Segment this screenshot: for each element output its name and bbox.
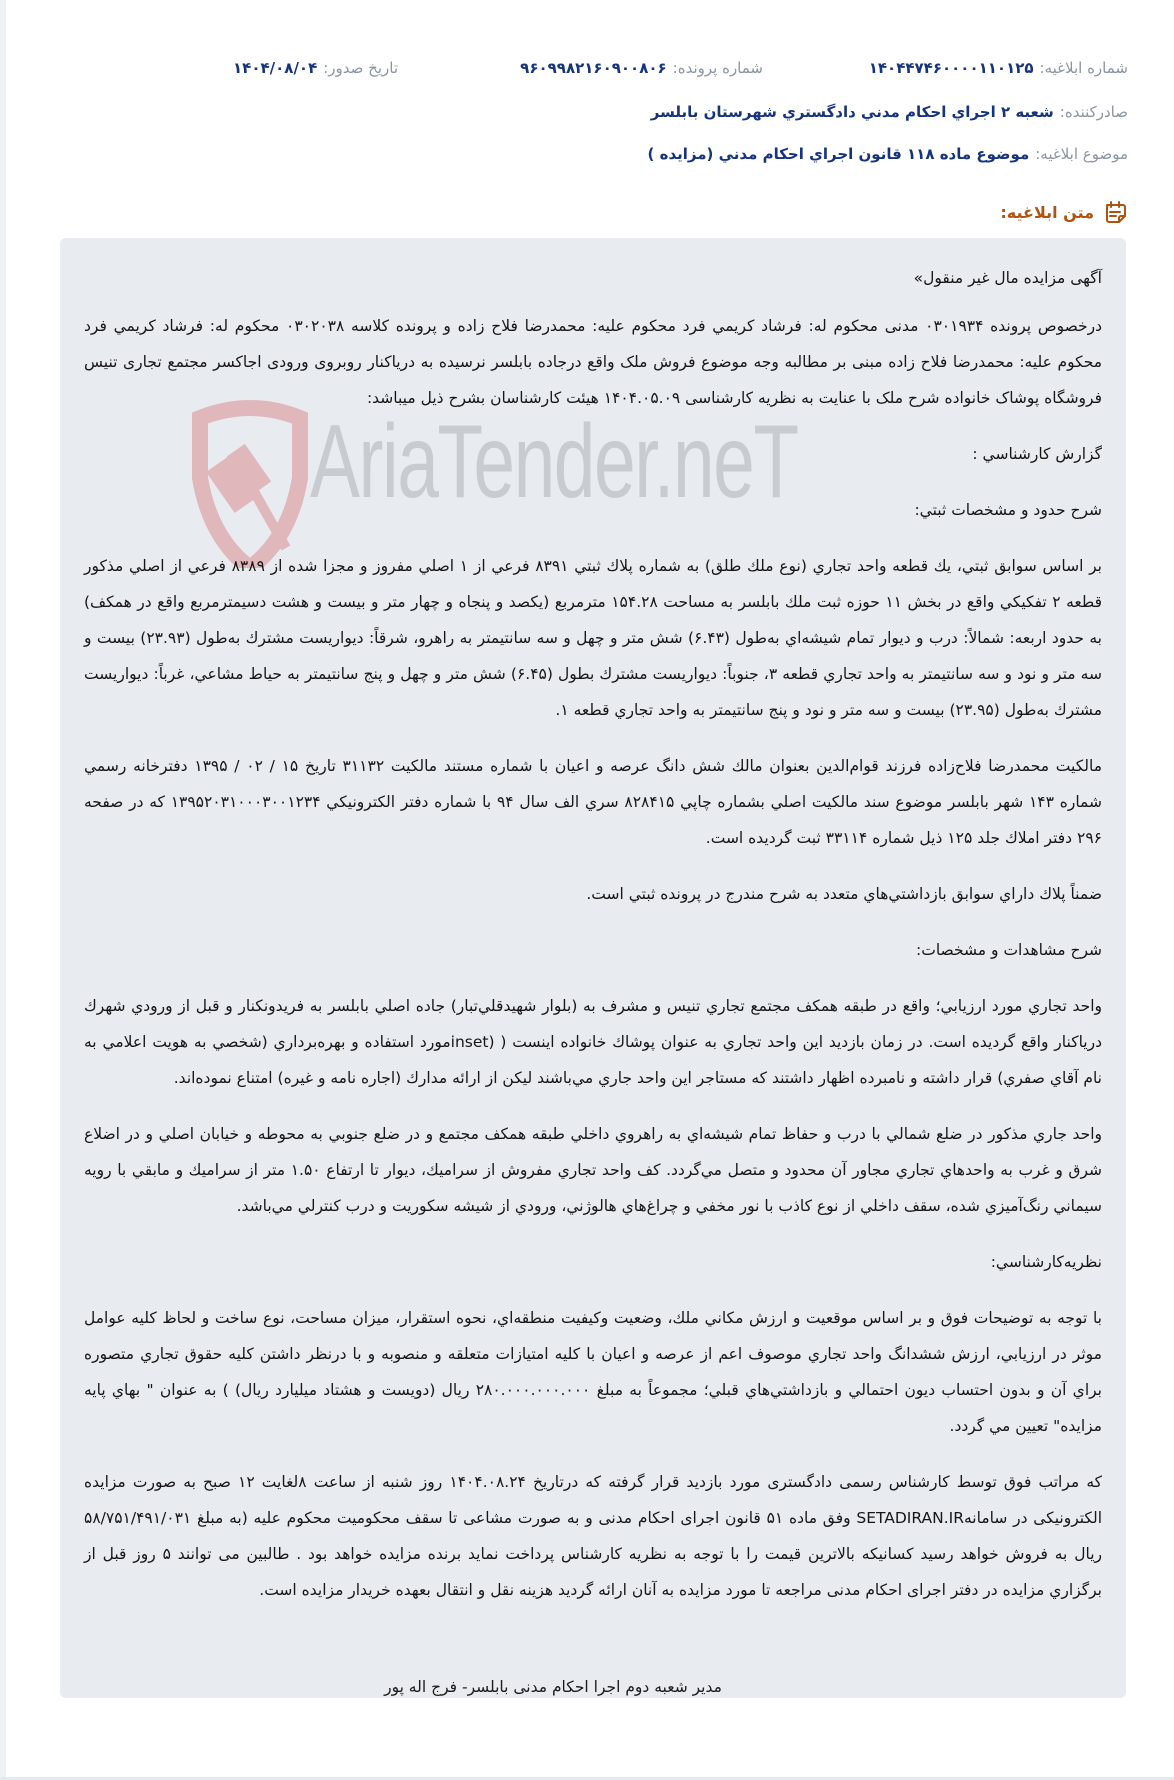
body-heading-expert-report: گزارش کارشناسي : [972, 445, 1102, 463]
notice-number [869, 59, 1128, 77]
meta-row-subject [40, 140, 1128, 168]
subject-value: موضوع ماده ۱۱۸ قانون اجراي احکام مدني (مزايده ) [647, 145, 1030, 163]
body-heading-expert-opinion: نظريه‌كارشناسي: [990, 1253, 1102, 1271]
notice-text-title: متن ابلاغیه: [1000, 202, 1094, 222]
watermark-text: AriaTender.neT [310, 404, 798, 520]
note-icon [1102, 199, 1128, 225]
body-paragraph-auction-terms: که مراتب فوق توسط کارشناس رسمی دادگستری مورد بازدید قرار گرفته که درتاریخ ۱۴۰۴.۰۸.۲۴ روز شنبه از ساعت ۸لغایت ۱۲ صبح به صورت مزایده الکترونیکی در سامانهSETADIRAN.IR وفق ماده ۵۱ قانون اجرای احکام مدنی و به صورت مشاعی تا سقف محکومیت محکوم علیه (به مبلغ ۵۸/۷۵۱/۴۹۱/۰۳۱ ریال به فروش خواهد رسید کسانیکه بالاترین قیمت را با توجه به نظریه کارشناس پرداخت نماید برنده مزایده خواهد بود . طالبین می توانند ۵ روز قبل از برگزاري مزايده در دفتر اجرای احکام مدنی مراجعه تا مورد مزایده به آنان ارائه گردید هزینه نقل و انتقال بعهده خریدار مزایده است. [84, 1473, 1103, 1599]
file-number-label: شماره پرونده: [672, 59, 763, 77]
issue-date-value: ۱۴۰۴/۰۸/۰۴ [233, 59, 318, 77]
body-paragraph-seizures: ضمناً پلاك داراي سوابق بازداشتي‌هاي متعدد به شرح مندرج در پرونده ثبتي است. [586, 885, 1102, 903]
body-paragraph-valuation: با توجه به توضيحات فوق و بر اساس موقعيت و ارزش مكاني ملك، وضعيت وكيفيت منطقه‌اي، نحوه استقرار، ميزان مساحت، نوع ساخت و لحاظ كليه عوامل موثر در ارزيابي، ارزش ششدانگ واحد تجاري موصوف اعم از عرصه و اعيان با كليه امتيازات متعلقه و منصوبه و با درنظر داشتن كليه حقوق تجاري متصوره براي آن و بدون احتساب ديون احتمالي و بازداشتي‌هاي قبلي؛ مجموعاً به مبلغ ۲۸۰.۰۰۰.۰۰۰.۰۰۰ ريال (دويست و هشتاد ميليارد ريال) ) به عنوان " بهاي پايه مزايده" تعيين مي گردد. [84, 1309, 1102, 1435]
body-paragraph-ownership: مالكيت محمدرضا فلاح‌زاده فرزند قوام‌الدين بعنوان مالك شش دانگ عرصه و اعيان با شماره مستند مالكيت ۳۱۱۳۲ تاريخ ۱۵ / ۰۲ / ۱۳۹۵ دفترخانه رسمي شماره ۱۴۳ شهر بابلسر موضوع سند مالكيت اصلي بشماره چاپي ۸۲۸۴۱۵ سري الف سال ۹۴ با شماره دفتر الكترونيكي ۱۳۹۵۲۰۳۱۰۰۰۳۰۰۱۲۳۴ كه در صفحه ۲۹۶ دفتر املاك جلد ۱۲۵ ذيل شماره ۳۳۱۱۴ ثبت گرديده است. [84, 757, 1103, 847]
signature [60, 1678, 1126, 1696]
body-paragraph-intro: درخصوص پرونده ۰۳۰۱۹۳۴ مدنی محکوم له: فرشاد کريمي فرد محکوم عليه: محمدرضا فلاح زاده و پرونده کلاسه ۰۳۰۲۰۳۸ محکوم له: فرشاد کريمي فرد محکوم عليه: محمدرضا فلاح زاده مبنی بر مطالبه وجه موضوع فروش ملک واقع درجاده بابلسر نرسیده به دریاکنار روبروی ورودی اجاکسر مجتمع تجاری تنیس فروشگاه پوشاک خانواده شرح ملک با عنایت به نظریه کارشناسی ۱۴۰۴.۰۵.۰۹ هیئت کارشناسان بشرح ذیل میباشد: [84, 317, 1102, 407]
body-heading-observations: شرح مشاهدات و مشخصات: [916, 941, 1102, 959]
issue-date-label: تاریخ صدور: [323, 59, 398, 77]
body-heading-boundaries: شرح حدود و مشخصات ثبتي: [914, 501, 1102, 519]
body-paragraph-observations-1: واحد تجاري مورد ارزيابي؛ واقع در طبقه همكف مجتمع تجاري تنيس و مشرف به (بلوار شهيدقلي‌تبار) جاده اصلي بابلسر به فريدونكنار و قبل از ورودي شهرك درياكنار واقع گرديده است. در زمان بازديد اين واحد تجاري به عنوان پوشاك خانواده اينست ( (insetمورد استفاده و بهره‌برداري (شخصي به هويت اعلامي به نام آقاي صفري) قرار داشته و نامبرده اظهار داشتند كه مستاجر اين واحد جاري مي‌باشند ليكن از ارائه مدارك (اجاره نامه و غيره) امتناع نموده‌اند. [84, 997, 1102, 1087]
meta-row-issuer [40, 98, 1128, 126]
body-paragraph-observations-2: واحد جاري مذكور در ضلع شمالي با درب و حفاظ تمام شيشه‌اي به راهروي داخلي طبقه همكف مجتمع و در ضلع جنوبي به محوطه و خيابان اصلي و در اضلاع شرق و غرب به واحدهاي تجاري مجاور آن محدود و متصل مي‌گردد. كف واحد تجاري مفروش از سراميك، ديوار تا ارتفاع ۱.۵۰ متر از سراميك و مابقي با رويه سيماني رنگ‌آميزي شده، سقف داخلي از نوع كاذب با نور مخفي و چراغ‌هاي هالوژني، ورودي از شيشه سكوريت و درب كنترلي مي‌باشد. [84, 1125, 1102, 1215]
signature-text: مدير شعبه دوم اجرا احكام مدنی بابلسر- فرج اله پور [384, 1678, 722, 1696]
notice-number-value: ۱۴۰۴۴۷۴۶۰۰۰۰۱۱۰۱۲۵ [868, 59, 1034, 77]
body-paragraph-title: آگهی مزایده مال غیر منقول» [913, 269, 1102, 287]
issuer-value: شعبه ۲ اجراي احکام مدني دادگستري شهرستان بابلسر [650, 103, 1054, 121]
issue-date [233, 59, 398, 77]
notice-text-heading [1000, 199, 1128, 225]
notice-number-label: شماره ابلاغیه: [1039, 59, 1128, 77]
file-number-value: ۹۶۰۹۹۸۲۱۶۰۹۰۰۸۰۶ [520, 59, 667, 77]
page-left-edge [0, 0, 6, 1780]
notice-body [60, 238, 1126, 1698]
issuer-label: صادرکننده: [1059, 103, 1128, 121]
body-paragraph-boundaries: بر اساس سوابق ثبتي، يك قطعه واحد تجاري (نوع ملك طلق) به شماره پلاك ثبتي ۸۳۹۱ فرعي از ۱ اصلي مفروز و مجزا شده از ۸۳۸۹ فرعي از اصلي مذكور قطعه ۲ تفكيكي واقع در بخش ۱۱ حوزه ثبت ملك بابلسر به مساحت ۱۵۴.۲۸ مترمربع (يكصد و پنجاه و چهار متر و بيست و هشت دسيمترمربع واقع در همكف) به حدود اربعه: شمالاً: درب و ديوار تمام شيشه‌اي به‌طول (۶.۴۳) شش متر و چهل و سه سانتيمتر به راهرو، شرقاً: ديواريست مشترك به‌طول (۲۳.۹۳) بيست و سه متر و نود و سه سانتيمتر به واحد تجاري قطعه ۳، جنوباً: ديواريست مشترك بطول (۶.۴۵) شش متر و چهل و پنج سانتيمتر به حياط مشاعي، غرباً: ديواريست مشترك به‌طول (۲۳.۹۵) بيست و سه متر و نود و پنج سانتيمتر به واحد تجاري قطعه ۱. [84, 557, 1102, 719]
subject-label: موضوع ابلاغیه: [1035, 145, 1128, 163]
meta-row-numbers [40, 54, 1128, 82]
file-number [520, 59, 763, 77]
